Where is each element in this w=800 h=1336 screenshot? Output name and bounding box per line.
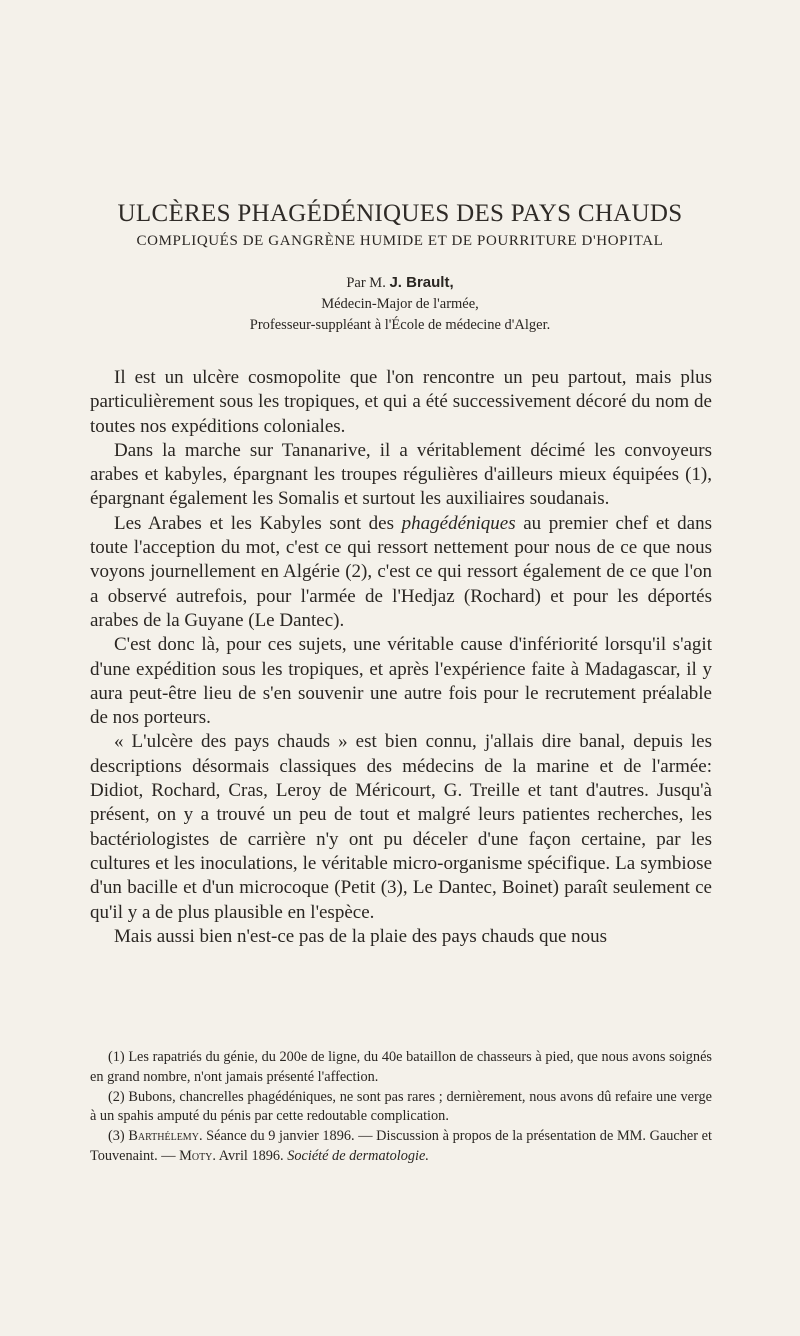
paragraph-3 — [90, 512, 712, 633]
author-name: J. Brault, — [389, 274, 454, 291]
footnote-2: (2) Bubons, chancrelles phagédéniques, ne sont pas rares ; dernièrement, nous avons dû refaire une verge à un spahis amputé du pénis par cette redoutable complication. — [90, 1088, 712, 1125]
paragraph-3-part-b: au premier chef et dans toute l'acception du mot, c'est ce qui ressort nettement pour nous de ce que nous voyons journellement en Algérie (2), c'est ce qui ressort également de ce que l'on a observé autrefois, pour l'armée de l'Hedjaz (Rochard) et pour les déportés arabes de la Guyane (Le Dantec). — [90, 512, 712, 631]
paragraph-6: Mais aussi bien n'est-ce pas de la plaie des pays chauds que nous — [114, 925, 608, 947]
footnote-3-author-1: Barthélemy — [128, 1128, 199, 1145]
by-prefix: Par M. — [346, 275, 390, 291]
body-text — [90, 366, 712, 949]
footnote-1: (1) Les rapatriés du génie, du 200e de ligne, du 40e bataillon de chasseurs à pied, que nous avons soignés en grand nombre, n'ont jamais présenté l'affection. — [90, 1049, 712, 1085]
author-line — [0, 272, 800, 294]
footnote-3-part-b: . Séance du 9 janvier 1896. — Discussion à propos de la présentation de MM. Gaucher et Touvenaint. — — [90, 1128, 712, 1164]
emphasis-phagedeniques: phagédéniques — [401, 512, 516, 534]
footnote-3 — [90, 1127, 712, 1167]
footnote-3-journal: Société de dermatologie. — [287, 1147, 429, 1164]
affiliation-1: Médecin-Major de l'armée, — [321, 296, 479, 312]
paragraph-5: « L'ulcère des pays chauds » est bien connu, j'allais dire banal, depuis les descriptions désormais classiques des médecins de la marine et de l'armée: Didiot, Rochard, Cras, Leroy de Méricourt, G. Treille et tant d'autres. Jusqu'à présent, on y a trouvé un peu de tout et malgré leurs patientes recherches, les bactériologistes de carrière n'y ont pu déceler d'une façon certaine, par les cultures et les inoculations, le véritable micro-organisme spécifique. La symbiose d'un bacille et d'un microcoque (Petit (3), Le Dantec, Boinet) paraît seulement ce qu'il y a de plus plausible en l'espèce. — [90, 731, 712, 923]
affiliation-2: Professeur-suppléant à l'École de médecine d'Alger. — [249, 317, 551, 333]
article-subtitle: COMPLIQUÉS DE GANGRÈNE HUMIDE ET DE POURRITURE D'HOPITAL — [136, 233, 664, 249]
paragraph-2: Dans la marche sur Tananarive, il a véritablement décimé les convoyeurs arabes et kabyles, épargnant les troupes régulières d'ailleurs mieux équipées (1), épargnant également les Somalis et surtout les auxiliaires soudanais. — [90, 439, 712, 510]
paragraph-3-part-a: Les Arabes et les Kabyles sont des — [114, 512, 402, 534]
paragraph-4: C'est donc là, pour ces sujets, une véritable cause d'infériorité lorsqu'il s'agit d'une expédition sous les tropiques, et après l'expérience faite à Madagascar, il y aura peut-être lieu de s'en souvenir une autre fois pour le recrutement préalable de nos porteurs. — [90, 634, 712, 729]
footnote-3-author-2: Moty — [179, 1147, 213, 1164]
byline — [0, 272, 800, 336]
footnote-3-part-a: (3) — [108, 1128, 129, 1145]
footnote-3-part-c: . Avril 1896. — [212, 1147, 288, 1164]
paragraph-1: Il est un ulcère cosmopolite que l'on rencontre un peu partout, mais plus particulièrement sous les tropiques, et qui a été successivement décoré du nom de toutes nos expéditions coloniales. — [90, 367, 712, 437]
footnotes — [90, 1048, 712, 1167]
article-title: ULCÈRES PHAGÉDÉNIQUES DES PAYS CHAUDS — [117, 200, 683, 227]
